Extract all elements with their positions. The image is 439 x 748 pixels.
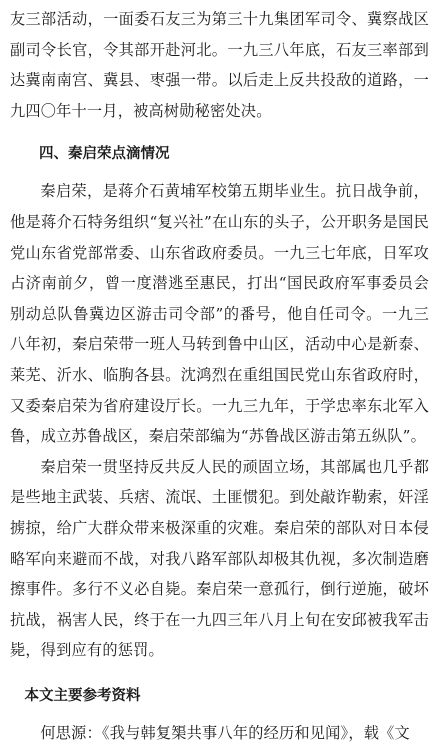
body-paragraph: 秦启荣一贯坚持反共反人民的顽固立场，其部属也几乎都是些地主武装、兵痞、流氓、土匪惯犯。到处敲诈勒索，奸淫掳掠，给广大群众带来极深重的灾难。秦启荣的部队对日本侵略军向来避而不战，对我八路军部队却极其仇视，多次制造磨擦事件。多行不义必自毙。秦启荣一意孤行，倒行逆施，破坏抗战，祸害人民，终于在一九四三年八月上旬在安邱被我军击毙，得到应有的惩罚。 bbox=[10, 457, 429, 660]
references-heading: 本文主要参考资料 bbox=[24, 687, 141, 704]
intro-paragraph: 友三部活动，一面委石友三为第三十九集团军司令、冀察战区副司令长官，令其部开赴河北。一九三八年底，石友三率部到达冀南南宫、冀县、枣强一带。以后走上反共投敌的道路，一九四〇年十一月，被高树勋秘密处决。 bbox=[10, 10, 429, 120]
body-paragraph: 秦启荣，是蒋介石黄埔军校第五期毕业生。抗日战争前，他是蒋介石特务组织“复兴社”在山东的头子，公开职务是国民党山东省党部常委、山东省政府委员。一九三七年底，日军攻占济南前夕，曾一度潜逃至惠民，打出“国民政府军事委员会别动总队鲁冀边区游击司令部”的番号，他自任司令。一九三八年初，秦启荣带一班人马转到鲁中山区，活动中心是新泰、莱芜、沂水、临朐各县。沈鸿烈在重组国民党山东省政府时，又委秦启荣为省府建设厅长。一九三九年，于学忠率东北军入鲁，成立苏鲁战区，秦启荣部编为“苏鲁战区游击第五纵队”。 bbox=[10, 182, 429, 446]
reference-item: 何思源：《我与韩复榘共事八年的经历和见闻》，载《文 bbox=[40, 723, 410, 742]
section-heading: 四、秦启荣点滴情况 bbox=[39, 146, 170, 163]
